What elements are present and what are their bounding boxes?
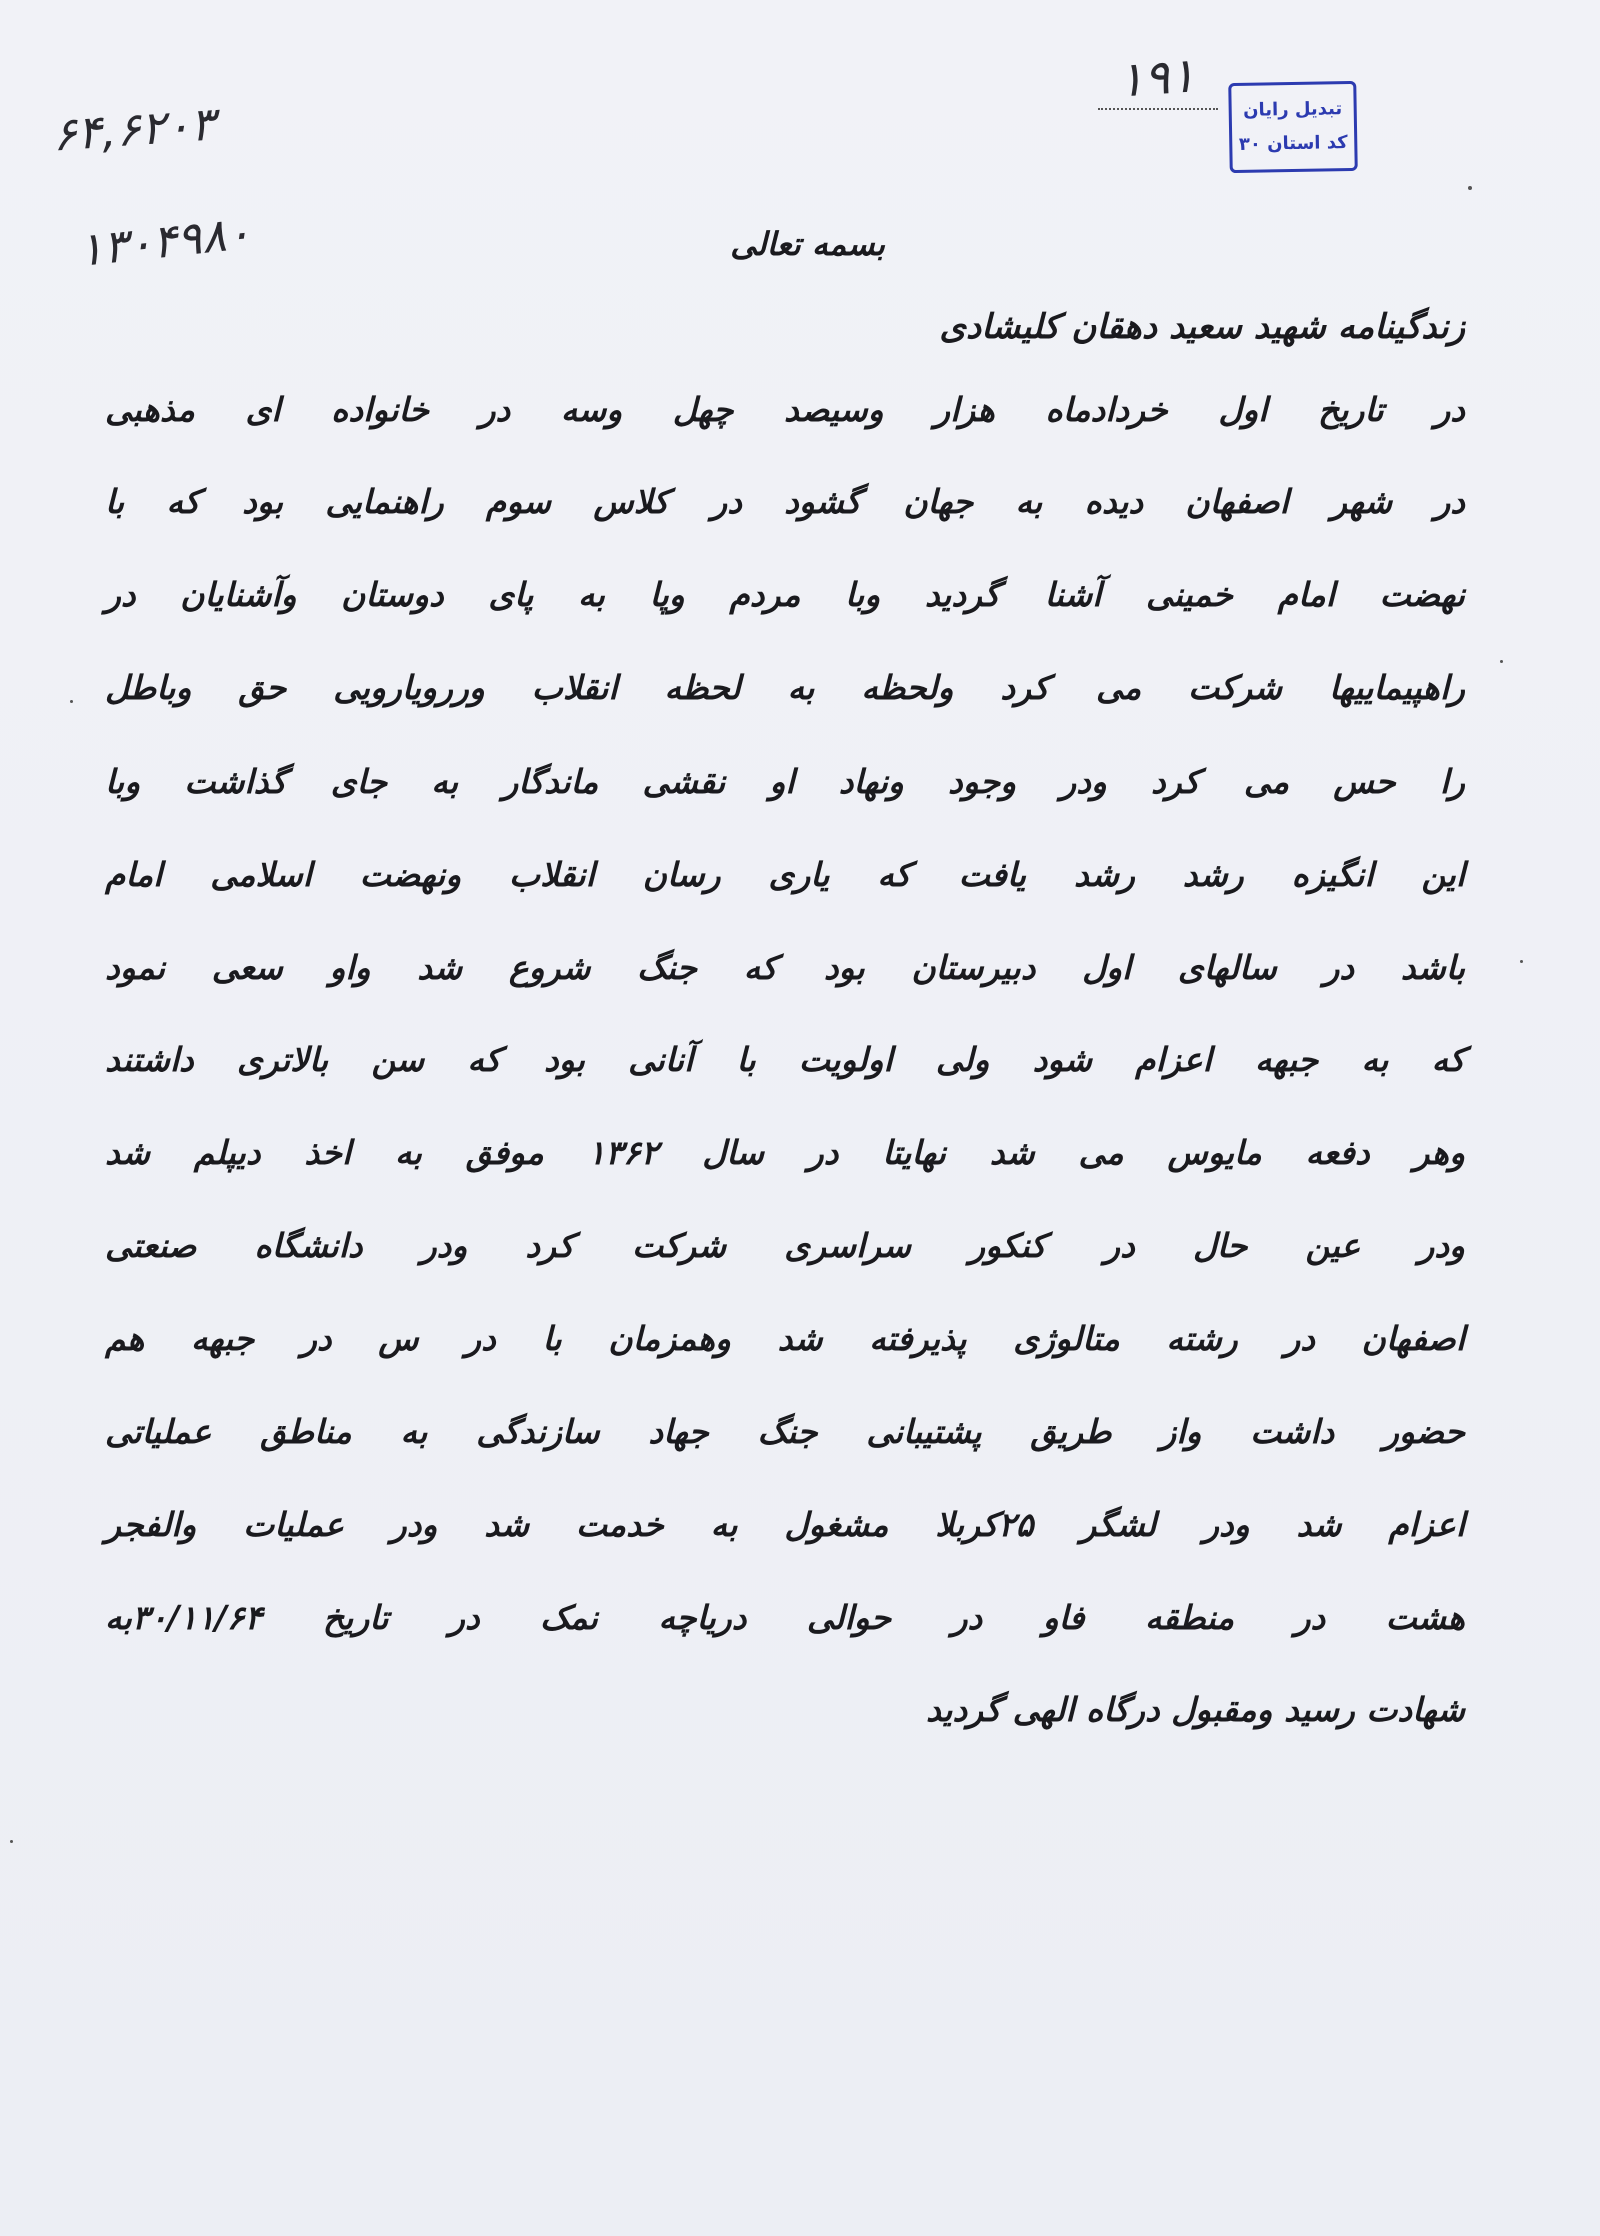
body-line-3: نهضت امام خمینی آشنا گردید وبا مردم وپا به پای دوستان وآشنایان در xyxy=(105,575,1465,614)
body-line-7: باشد در سالهای اول دبیرستان بود که جنگ شروع شد واو سعی نمود xyxy=(105,948,1465,987)
body-line-8: که به جبهه اعزام شود ولی اولویت با آنانی بود که سن بالاتری داشتند xyxy=(105,1040,1465,1079)
body-line-1: در تاریخ اول خردادماه هزار وسیصد چهل وسه در خانواده ای مذهبی xyxy=(105,390,1465,429)
scan-speck xyxy=(1520,960,1523,963)
letter-subject: زندگینامه شهید سعید دهقان کلیشادی xyxy=(939,307,1465,347)
stamp-line-2: کد استان ۳۰ xyxy=(1238,132,1348,155)
body-line-9: وهر دفعه مایوس می شد نهایتا در سال ۱۳۶۲ موفق به اخذ دیپلم شد xyxy=(105,1133,1465,1172)
scan-speck xyxy=(70,700,73,703)
handwritten-page-number: ۱۹۱ xyxy=(1116,47,1198,109)
letter-heading: بسمه تعالی xyxy=(730,225,885,263)
body-line-10: ودر عین حال در کنکور سراسری شرکت کرد ودر دانشگاه صنعتی xyxy=(105,1226,1465,1265)
scan-speck xyxy=(1468,186,1472,190)
body-line-6: این انگیزه رشد رشد یافت که یاری رسان انقلاب ونهضت اسلامی امام xyxy=(105,855,1465,894)
body-line-13: اعزام شد ودر لشگر ۲۵کربلا مشغول به خدمت شد ودر عملیات والفجر xyxy=(105,1505,1465,1544)
body-line-4: راهپیماییها شرکت می کرد ولحظه به لحظه انقلاب وررویارویی حق وباطل xyxy=(105,668,1465,707)
page-number-underline xyxy=(1098,108,1218,110)
handwritten-file-number: ۱۳۰۴۹۸۰ xyxy=(75,205,254,277)
body-line-11: اصفهان در رشته متالوژی پذیرفته شد وهمزمان با در س در جبهه هم xyxy=(105,1319,1465,1358)
blue-stamp xyxy=(1228,81,1358,173)
body-line-12: حضور داشت واز طریق پشتیبانی جنگ جهاد سازندگی به مناطق عملیاتی xyxy=(105,1412,1465,1451)
body-line-14: هشت در منطقه فاو در حوالی دریاچه نمک در تاریخ ۳۰/۱۱/۶۴به xyxy=(105,1598,1465,1637)
body-line-5: را حس می کرد ودر وجود ونهاد او نقشی ماندگار به جای گذاشت وبا xyxy=(105,762,1465,801)
scan-speck xyxy=(1500,660,1503,663)
stamp-line-1: تبدیل رایان xyxy=(1243,98,1343,121)
body-line-15: شهادت رسید ومقبول درگاه الهی گردید xyxy=(925,1690,1465,1729)
handwritten-reference-number: ۶۴,۶۲۰۳ xyxy=(50,96,217,162)
scan-speck xyxy=(10,1840,13,1843)
body-line-2: در شهر اصفهان دیده به جهان گشود در کلاس سوم راهنمایی بود که با xyxy=(105,482,1465,521)
